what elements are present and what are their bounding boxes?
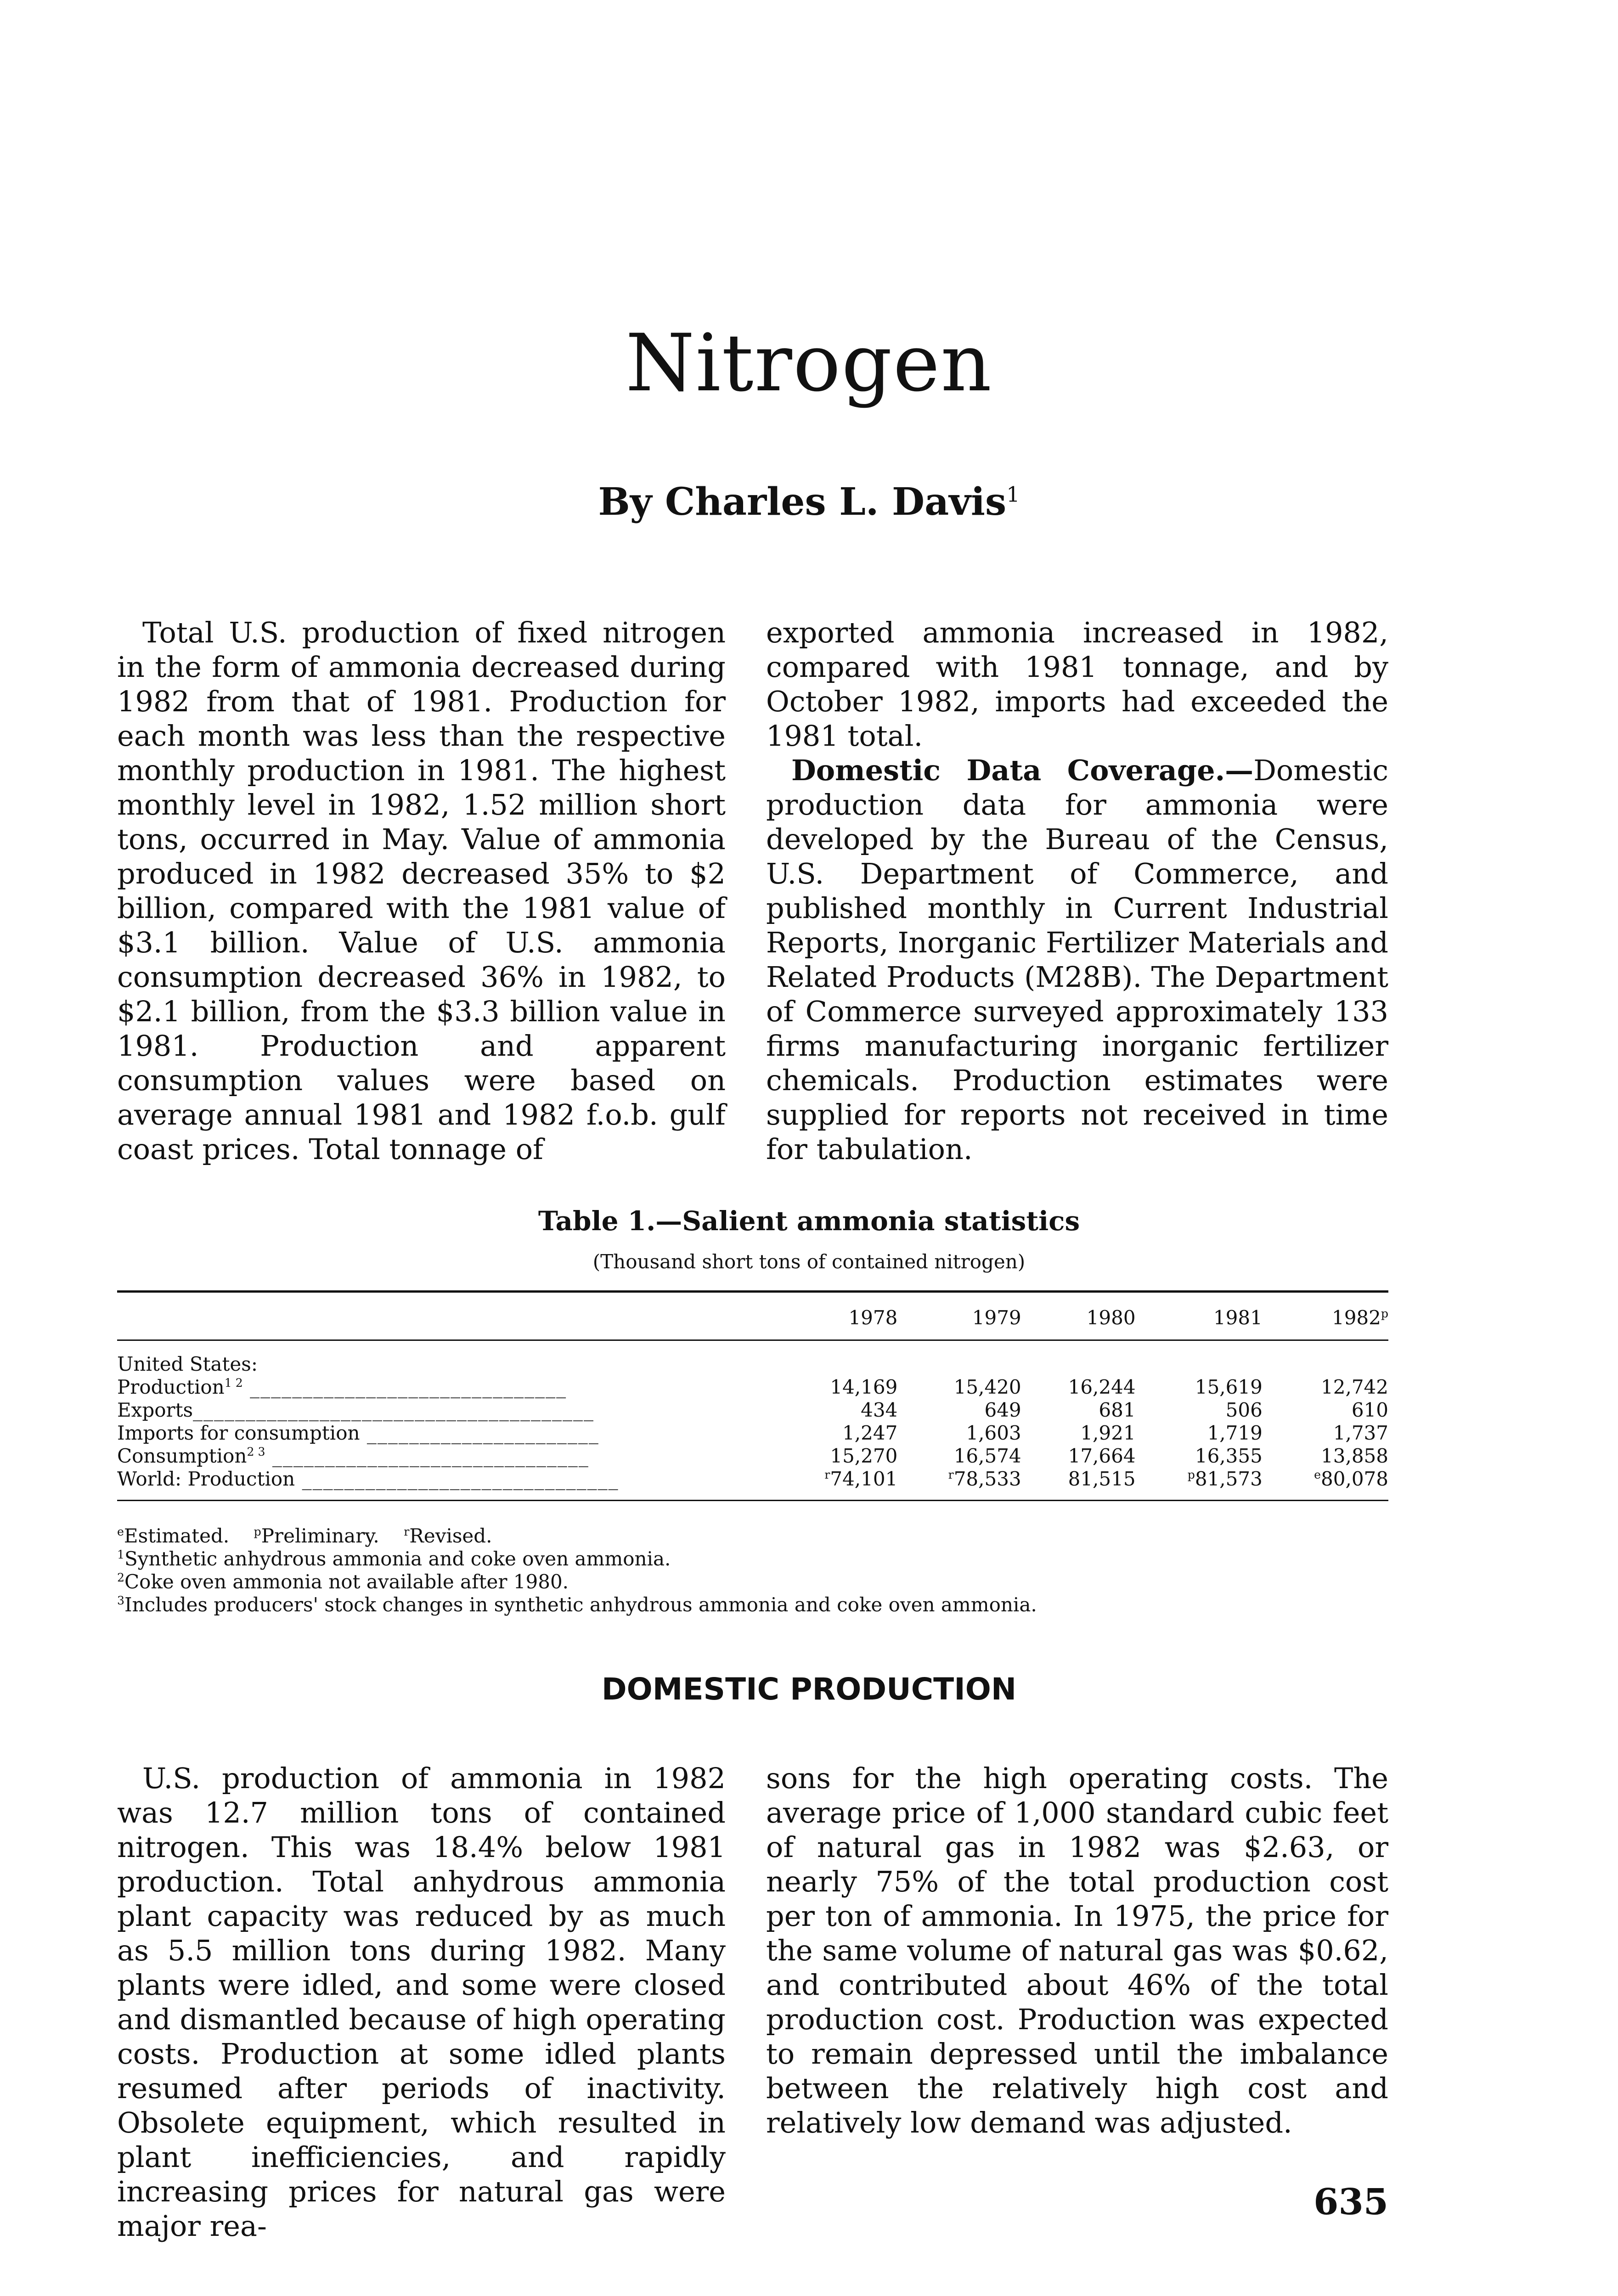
intro-column-left (117, 615, 726, 1166)
table-header-label (117, 1292, 774, 1340)
row-label-text: World: Production (117, 1468, 295, 1490)
paragraph-body: Domestic production data for ammonia were developed by the Bureau of the Census, U.S. Department of Commerce, and published monthly in Current Industrial Reports, Inorganic Fertilizer Materials and Related Products (M28B). The Department of Commerce surveyed approximately 133 firms manufacturing inorganic fertilizer chemicals. Production estimates were supplied for reports not received in time for tabulation. (766, 754, 1388, 1166)
footnote-legend: $^e$Estimated. $^p$Preliminary. $^r$Revised. (117, 1525, 492, 1547)
table-cell: $^r$78,533 (897, 1468, 1021, 1501)
page-title: Nitrogen (625, 317, 993, 409)
table-cell: 1,247 (842, 1422, 898, 1444)
estimated-mark: e (1314, 1468, 1321, 1481)
table-footnotes (117, 1525, 1388, 1616)
year-header-last (1263, 1292, 1388, 1340)
page-number: 635 (1314, 2181, 1388, 2223)
row-label-text: Imports for consumption (117, 1422, 360, 1444)
table-cell: 13,858 (1321, 1445, 1388, 1467)
row-label: Exports______________________________________ (117, 1399, 595, 1421)
row-label: Production$^{1 2}$ ______________________________ (117, 1376, 567, 1398)
table-cell: 1,603 (966, 1422, 1021, 1444)
section-heading: DOMESTIC PRODUCTION (601, 1671, 1017, 1707)
table-cell: 15,619 (1195, 1376, 1263, 1398)
table-row (117, 1445, 1388, 1468)
revised-mark: r (948, 1468, 954, 1481)
row-group-label: United States: (117, 1353, 258, 1375)
paragraph-heading: Domestic Data Coverage.— (791, 754, 1254, 787)
table-header-row (117, 1292, 1388, 1340)
intro-column-right (766, 615, 1388, 1166)
intro-paragraph-1: Total U.S. production of fixed nitrogen in the form of ammonia decreased during 1982 from that of 1981. Production for each month was less than the respective monthly production in 1981. The highest monthly level in 1982, 1.52 million short tons, occurred in May. Value of ammonia produced in 1982 decreased 35% to $2 billion, compared with the 1981 value of $3.1 billion. Value of U.S. ammonia consumption decreased 36% in 1982, to $2.1 billion, from the $3.3 billion value in 1981. Production and apparent consumption values were based on average annual 1981 and 1982 f.o.b. gulf coast prices. Total tonnage of (117, 616, 726, 1166)
table-cell: $^p$81,573 (1136, 1468, 1263, 1501)
table-cell: 1,737 (1333, 1422, 1388, 1444)
table-cell: 16,355 (1195, 1445, 1263, 1467)
table-row (117, 1340, 1388, 1376)
year-header: 1979 (897, 1292, 1021, 1340)
domestic-paragraph: U.S. production of ammonia in 1982 was 12.7 million tons of contained nitrogen. This was 18.4% below 1981 production. Total anhydrous ammonia plant capacity was reduced by as much as 5.5 million tons during 1982. Many plants were idled, and some were closed and dismantled because of high operating costs. Production at some idled plants resumed after periods of inactivity. Obsolete equipment, which resulted in plant inefficiencies, and rapidly increasing prices for natural gas were major rea- (117, 1761, 726, 2243)
table-cell: 1,719 (1207, 1422, 1263, 1444)
table-cell: 12,742 (1321, 1376, 1388, 1398)
table-subtitle: (Thousand short tons of contained nitrogen) (592, 1250, 1026, 1273)
row-label: Imports for consumption ______________________ (117, 1422, 599, 1444)
author-name: By Charles L. Davis (598, 480, 1007, 524)
footnote-3: $^3$Includes producers' stock changes in synthetic anhydrous ammonia and coke oven ammonia. (117, 1593, 1037, 1616)
byline (0, 480, 1618, 524)
domestic-column-left (117, 1761, 726, 2243)
row-footnote-mark: 1 2 (224, 1376, 243, 1390)
table-cell: 17,664 (1068, 1445, 1136, 1467)
year-header: 1981 (1136, 1292, 1263, 1340)
row-label: Consumption$^{2 3}$ ______________________________ (117, 1445, 589, 1467)
row-label-text: Exports (117, 1399, 193, 1421)
row-label-text: Production (117, 1376, 225, 1398)
table-cell: 16,574 (953, 1445, 1021, 1467)
table-row (117, 1422, 1388, 1445)
table-row (117, 1468, 1388, 1501)
row-label: World: Production ______________________________ (117, 1468, 774, 1501)
table-row (117, 1399, 1388, 1422)
year-header-value: 1982 (1331, 1306, 1381, 1329)
table-cell: $^r$74,101 (774, 1468, 897, 1501)
preliminary-mark: p (1381, 1307, 1388, 1320)
table-cell: 434 (861, 1399, 898, 1421)
year-header: 1980 (1021, 1292, 1136, 1340)
year-header: 1978 (774, 1292, 897, 1340)
table-cell: 506 (1225, 1399, 1263, 1421)
table-row (117, 1376, 1388, 1399)
intro-paragraph-1-continued: exported ammonia increased in 1982, compared with 1981 tonnage, and by October 1982, imports had exceeded the 1981 total. (766, 616, 1388, 753)
row-footnote-mark: 2 3 (247, 1445, 265, 1458)
table-cell: 1,921 (1080, 1422, 1136, 1444)
table-cell: 610 (1351, 1399, 1388, 1421)
footnote-2: $^2$Coke oven ammonia not available after 1980. (117, 1570, 569, 1593)
author-footnote-mark: 1 (1006, 482, 1020, 507)
domestic-paragraph-continued: sons for the high operating costs. The average price of 1,000 standard cubic feet of natural gas in 1982 was $2.63, or nearly 75% of the total production cost per ton of ammonia. In 1975, the price for the same volume of natural gas was $0.62, and contributed about 46% of the total production cost. Production was expected to remain depressed until the imbalance between the relatively high cost and relatively low demand was adjusted. (766, 1761, 1388, 2139)
table-cell: 681 (1099, 1399, 1136, 1421)
preliminary-mark: p (1187, 1468, 1195, 1481)
table-cell: 16,244 (1068, 1376, 1136, 1398)
table-cell: $^e$80,078 (1263, 1468, 1388, 1501)
table-cell: 15,270 (830, 1445, 898, 1467)
domestic-column-right (766, 1761, 1388, 2140)
table-cell: 649 (984, 1399, 1021, 1421)
salient-statistics-table (117, 1290, 1388, 1501)
table-cell: 15,420 (953, 1376, 1021, 1398)
table-cell: 14,169 (830, 1376, 898, 1398)
footnote-1: $^1$Synthetic anhydrous ammonia and coke oven ammonia. (117, 1548, 671, 1570)
revised-mark: r (824, 1468, 830, 1481)
table-title: Table 1.—Salient ammonia statistics (538, 1205, 1080, 1237)
row-label-text: Consumption (117, 1445, 247, 1467)
domestic-data-coverage-paragraph (766, 753, 1388, 1166)
table-cell: 81,515 (1021, 1468, 1136, 1501)
